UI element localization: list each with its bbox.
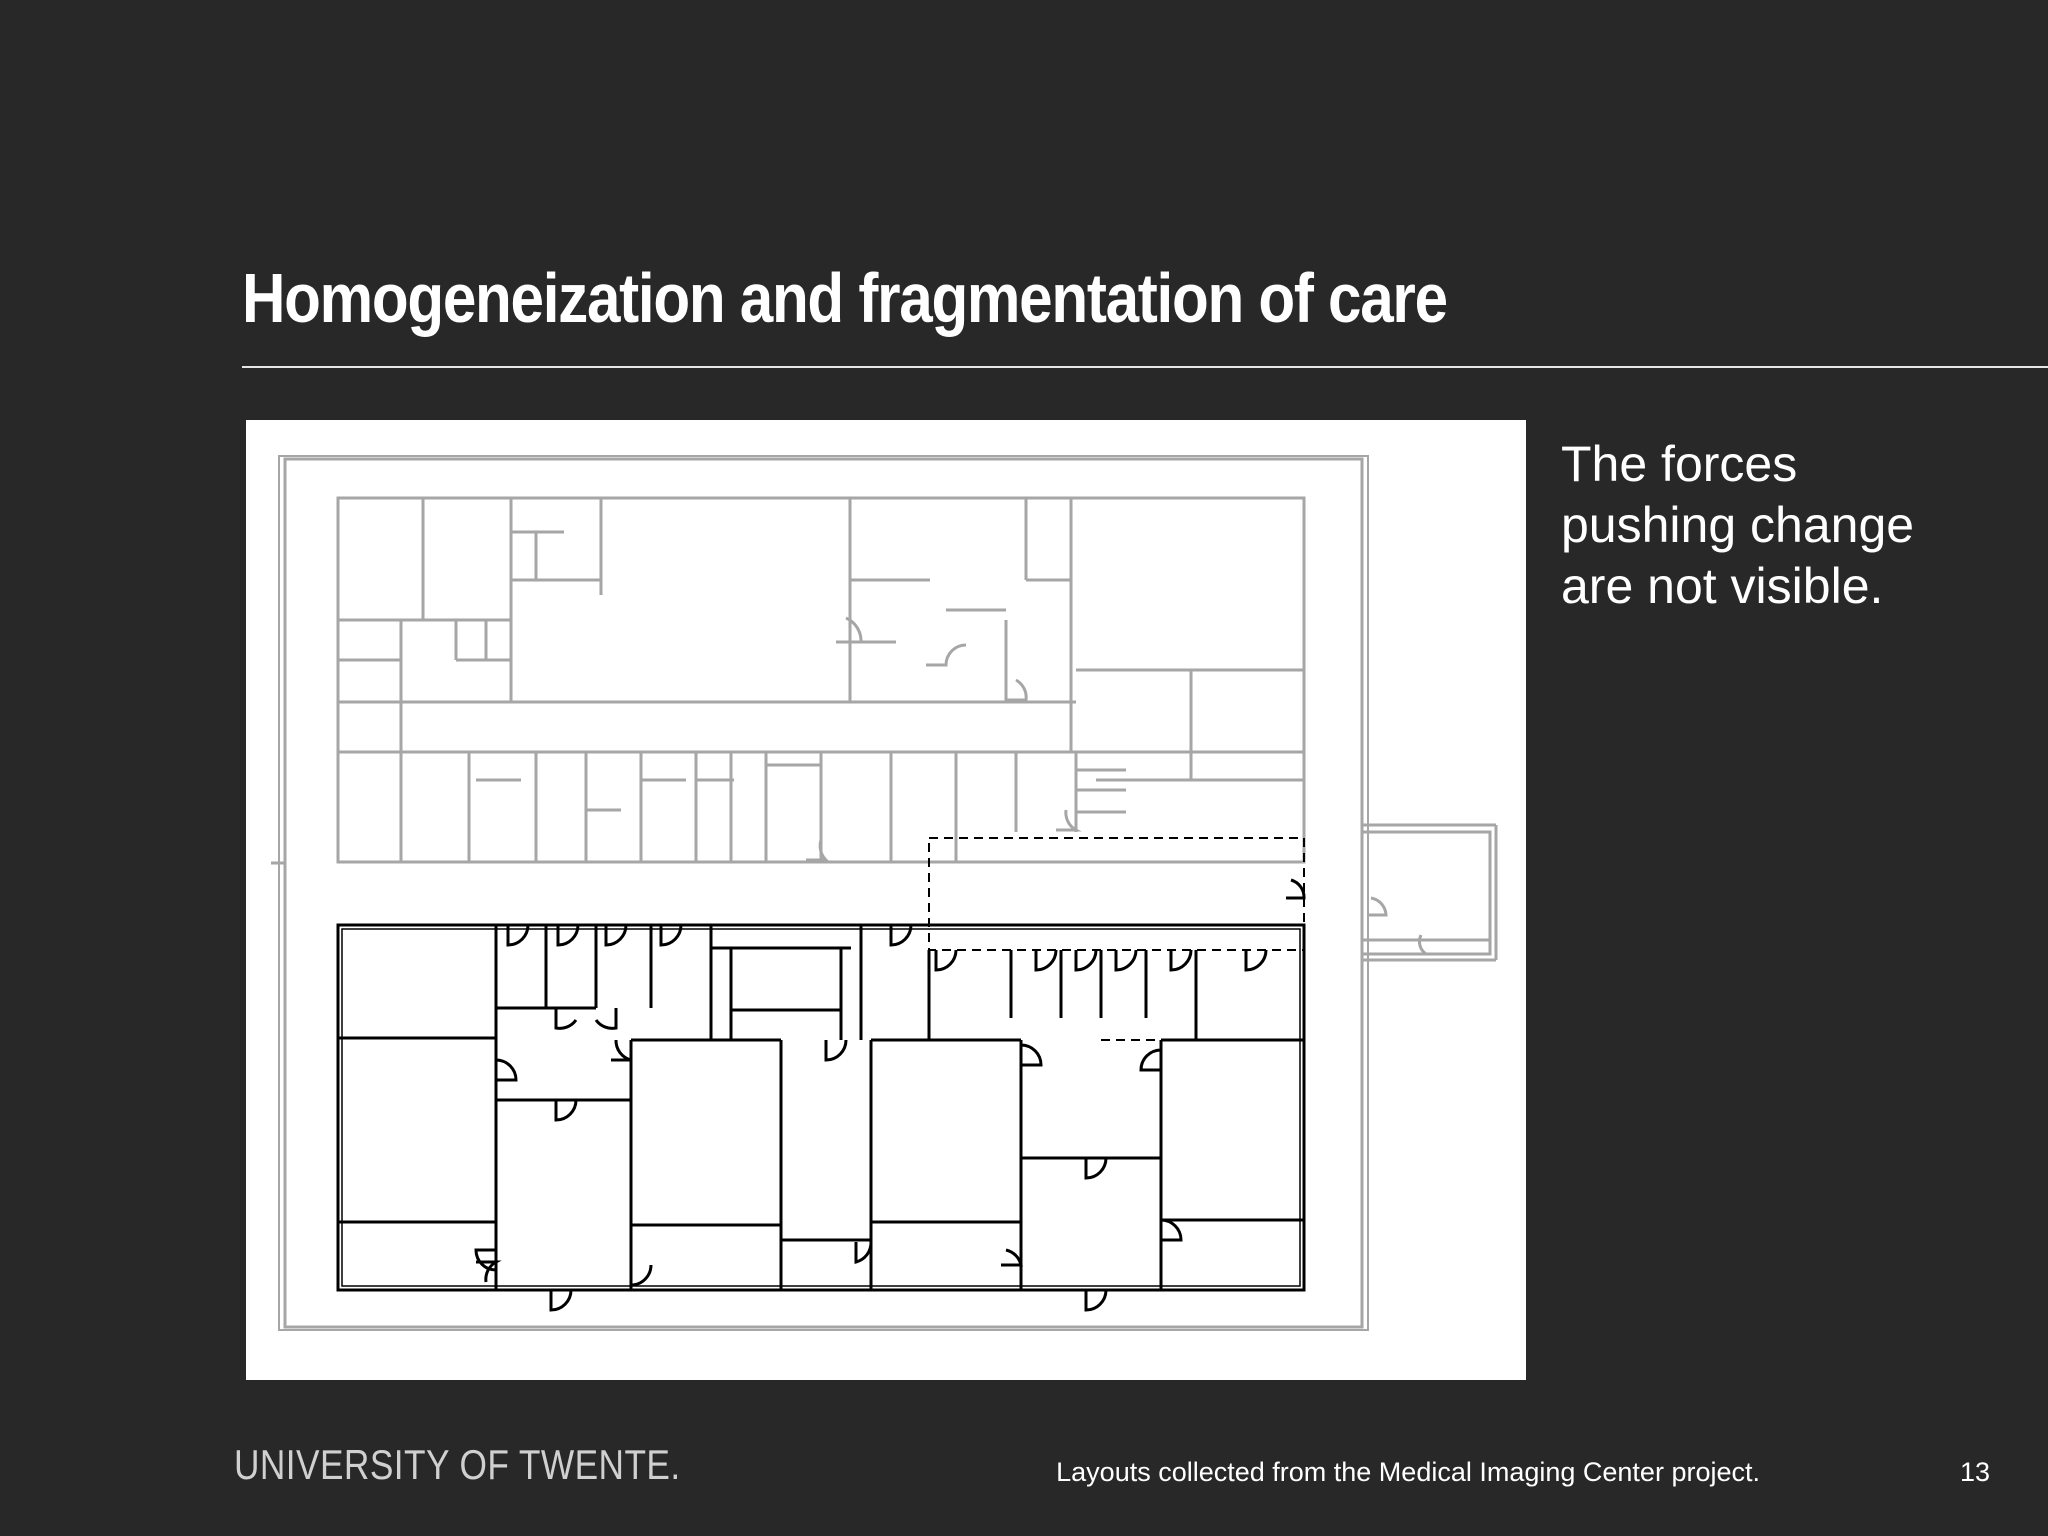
slide-title: Homogeneization and fragmentation of care xyxy=(242,259,1447,337)
university-logo: UNIVERSITY OF TWENTE. xyxy=(234,1441,681,1488)
upper-wing xyxy=(338,498,1304,862)
page-number: 13 xyxy=(1959,1457,1990,1487)
floor-plan-drawing xyxy=(246,420,1526,1380)
figure-caption: Layouts collected from the Medical Imaging Center project. xyxy=(1056,1457,1760,1487)
body-text: The forces pushing change are not visible. xyxy=(1561,436,1915,614)
lower-wing xyxy=(338,925,1304,1310)
site-boundary xyxy=(271,456,1496,1330)
title-divider xyxy=(242,366,2048,368)
dashed-zone xyxy=(929,838,1304,950)
right-annex xyxy=(1362,832,1490,954)
floor-plan-figure xyxy=(246,420,1526,1380)
